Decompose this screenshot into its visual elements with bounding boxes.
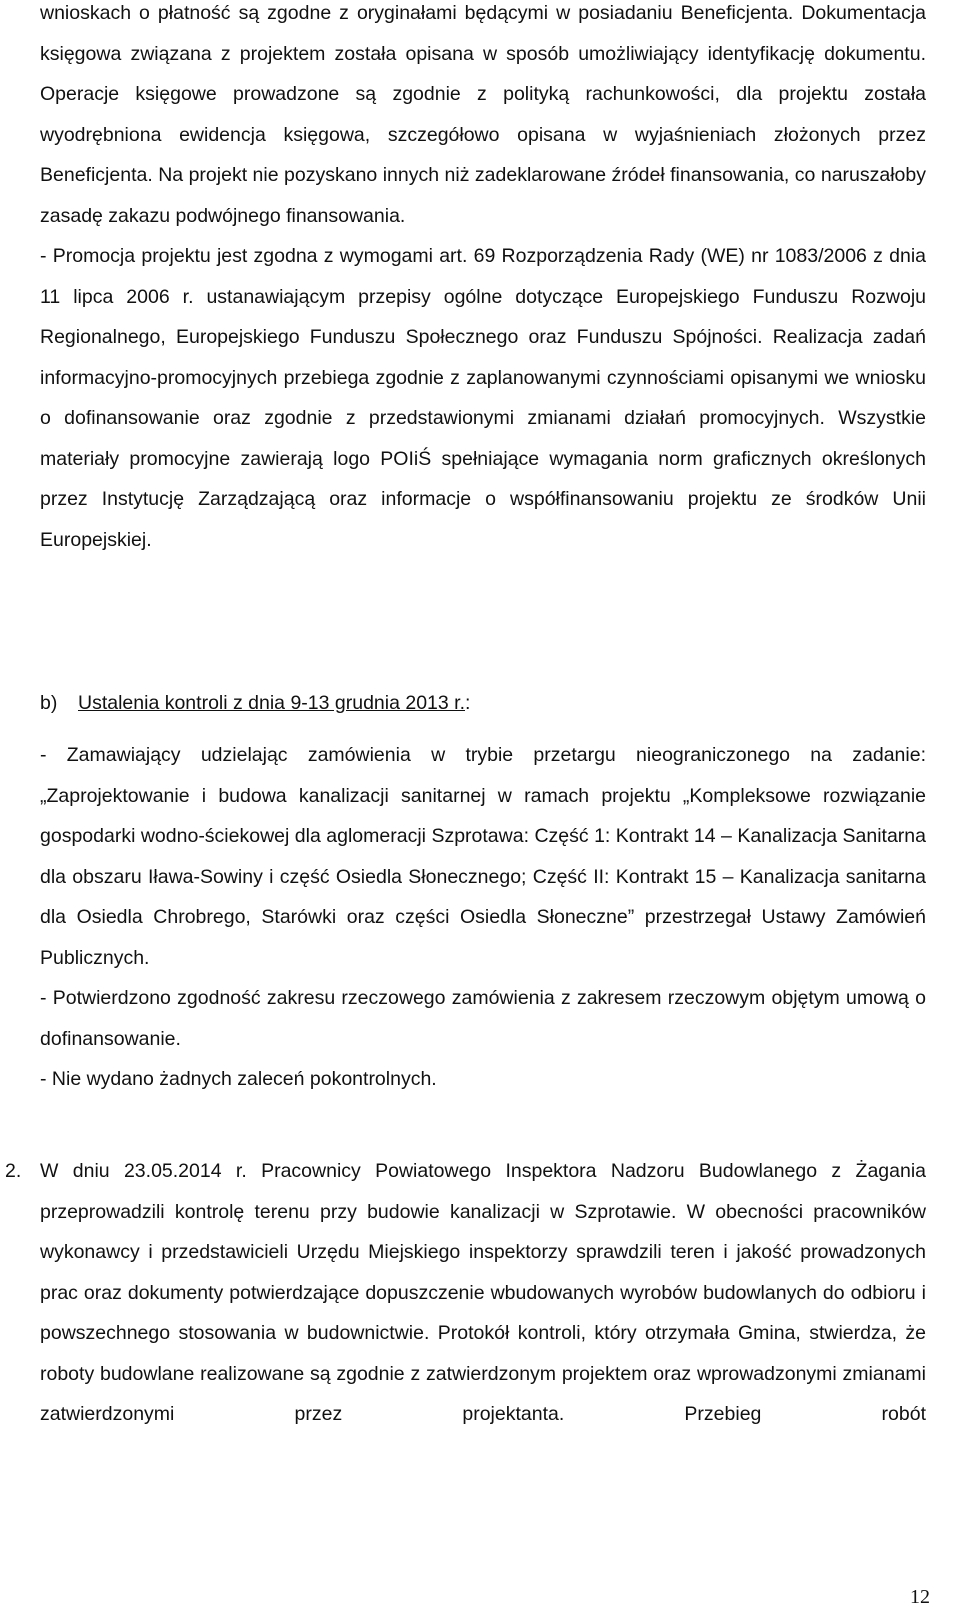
section-marker: b)	[40, 692, 58, 714]
paragraph-promotion: - Promocja projektu jest zgodna z wymogami art. 69 Rozporządzenia Rady (WE) nr 1083/2006 z dnia 11 lipca 2006 r. ustanawiającym przepisy ogólne dotyczące Europejskiego Funduszu Rozwoju Regionalnego, Europejskiego Funduszu Społecznego oraz Funduszu Spójności. Realizacja zadań informacyjno-promocyjnych przebiega zgodnie z zaplanowanymi czynnościami opisanymi we wniosku o dofinansowanie oraz zgodnie z przedstawionymi zmianami działań promocyjnych. Wszystkie materiały promocyjne zawierają logo POIiŚ spełniające wymagania norm graficznych określonych przez Instytucję Zarządzającą oraz informacje o współfinansowaniu projektu ze środków Unii Europejskiej.	[40, 245, 926, 551]
section-b-heading	[40, 688, 926, 718]
section-b-body	[40, 735, 926, 1100]
page-number: 12	[910, 1586, 930, 1608]
paragraph-scope: - Potwierdzono zgodność zakresu rzeczowego zamówienia z zakresem rzeczowym objętym umową o dofinansowanie.	[40, 987, 926, 1050]
paragraph-inspection: W dniu 23.05.2014 r. Pracownicy Powiatowego Inspektora Nadzoru Budowlanego z Żagania przeprowadzili kontrolę terenu przy budowie kanalizacji w Szprotawie. W obecności pracowników wykonawcy i przedstawicieli Urzędu Miejskiego inspektorzy sprawdzili teren i jakość prowadzonych prac oraz dokumenty potwierdzające dopuszczenie wbudowanych wyrobów budowlanych do odbioru i powszechnego stosowania w budownictwie. Protokół kontroli, który otrzymała Gmina, stwierdza, że roboty budowlane realizowane są zgodnie z zatwierdzonym projektem oraz wprowadzonymi zmianami zatwierdzonymi przez projektanta. Przebieg robót	[40, 1160, 926, 1425]
section-heading: Ustalenia kontroli z dnia 9-13 grudnia 2013 r.	[78, 692, 465, 714]
continued-text-block	[40, 0, 926, 560]
paragraph-tender: - Zamawiający udzielając zamówienia w trybie przetargu nieograniczonego na zadanie: „Zaprojektowanie i budowa kanalizacji sanitarnej w ramach projektu „Kompleksowe rozwiązanie gospodarki wodno-ściekowej dla aglomeracji Szprotawa: Część 1: Kontrakt 14 – Kanalizacja Sanitarna dla obszaru Iława-Sowiny i część Osiedla Słonecznego; Część II: Kontrakt 15 – Kanalizacja sanitarna dla Osiedla Chrobrego, Starówki oraz części Osiedla Słoneczne” przestrzegał Ustawy Zamówień Publicznych.	[40, 744, 926, 969]
paragraph-accounting: wnioskach o płatność są zgodne z oryginałami będącymi w posiadaniu Beneficjenta. Dokumentacja księgowa związana z projektem została opisana w sposób umożliwiający identyfikację dokumentu. Operacje księgowe prowadzone są zgodnie z polityką rachunkowości, dla projektu została wyodrębniona ewidencja księgowa, szczegółowo opisana w wyjaśnieniach złożonych przez Beneficjenta. Na projekt nie pozyskano innych niż zadeklarowane źródeł finansowania, co naruszałoby zasadę zakazu podwójnego finansowania.	[40, 2, 926, 227]
paragraph-recommendations: - Nie wydano żadnych zaleceń pokontrolnych.	[40, 1068, 437, 1090]
section-heading-colon: :	[465, 692, 471, 714]
item-number: 2.	[5, 1160, 22, 1182]
